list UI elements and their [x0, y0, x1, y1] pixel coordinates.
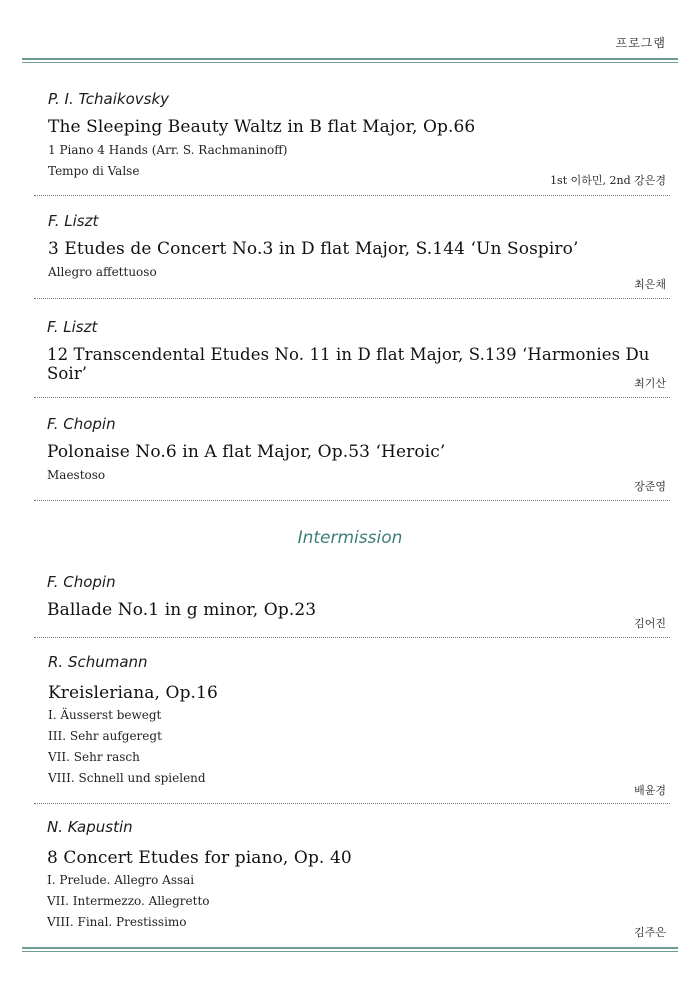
movement-detail: VII. Sehr rasch: [48, 750, 140, 764]
movement-detail: III. Sehr aufgeregt: [48, 729, 162, 743]
movement-detail: VIII. Final. Prestissimo: [47, 915, 187, 929]
work-title: Polonaise No.6 in A flat Major, Op.53 ‘Heroic’: [47, 442, 446, 462]
top-double-rule: [22, 58, 678, 60]
work-title: 3 Etudes de Concert No.3 in D flat Major, S.144 ‘Un Sospiro’: [48, 239, 579, 259]
work-title: The Sleeping Beauty Waltz in B flat Major, Op.66: [48, 117, 476, 137]
program-entry-chopin-ballade: [47, 573, 666, 633]
program-entry-liszt-sospiro: [48, 212, 666, 294]
entry-separator: [34, 500, 670, 501]
composer-name: F. Chopin: [47, 415, 116, 433]
composer-name: N. Kapustin: [47, 818, 133, 836]
movement-detail: 1 Piano 4 Hands (Arr. S. Rachmaninoff): [48, 143, 288, 157]
composer-name: R. Schumann: [48, 653, 148, 671]
performer-name: 1st 이하민, 2nd 강은경: [550, 174, 666, 187]
work-title: 8 Concert Etudes for piano, Op. 40: [47, 848, 352, 868]
performer-name: 김주은: [634, 926, 666, 939]
composer-name: F. Liszt: [48, 212, 99, 230]
composer-name: P. I. Tchaikovsky: [48, 90, 170, 108]
program-entry-liszt-harmonies: [47, 318, 666, 396]
movement-detail: VII. Intermezzo. Allegretto: [47, 894, 210, 908]
work-title: 12 Transcendental Etudes No. 11 in D flat Major, S.139 ‘Harmonies Du Soir’: [47, 345, 650, 383]
entry-separator: [34, 803, 670, 804]
performer-name: 김어진: [634, 617, 666, 630]
movement-detail: Allegro affettuoso: [48, 265, 157, 279]
movement-detail: Maestoso: [47, 468, 106, 482]
work-title: Ballade No.1 in g minor, Op.23: [47, 600, 317, 620]
composer-name: F. Liszt: [47, 318, 98, 336]
movement-detail: Tempo di Valse: [48, 164, 140, 178]
entry-separator: [34, 637, 670, 638]
entry-separator: [34, 397, 670, 398]
program-entry-kapustin: [47, 818, 666, 942]
movement-detail: I. Prelude. Allegro Assai: [47, 873, 195, 887]
movement-detail: I. Äusserst bewegt: [48, 708, 162, 722]
program-entry-tchaikovsky: [48, 90, 666, 190]
intermission-heading: Intermission: [297, 528, 403, 548]
entry-separator: [34, 195, 670, 196]
performer-name: 최기산: [634, 377, 666, 390]
performer-name: 최은채: [634, 278, 666, 291]
performer-name: 배윤경: [634, 784, 666, 797]
composer-name: F. Chopin: [47, 573, 116, 591]
performer-name: 장준영: [634, 480, 666, 493]
entry-separator: [34, 298, 670, 299]
movement-detail: VIII. Schnell und spielend: [48, 771, 206, 785]
program-entry-schumann: [48, 653, 666, 799]
header-label: 프로그램: [615, 36, 666, 50]
program-entry-chopin-polonaise: [47, 415, 666, 497]
bottom-double-rule: [22, 947, 678, 949]
work-title: Kreisleriana, Op.16: [48, 683, 218, 703]
